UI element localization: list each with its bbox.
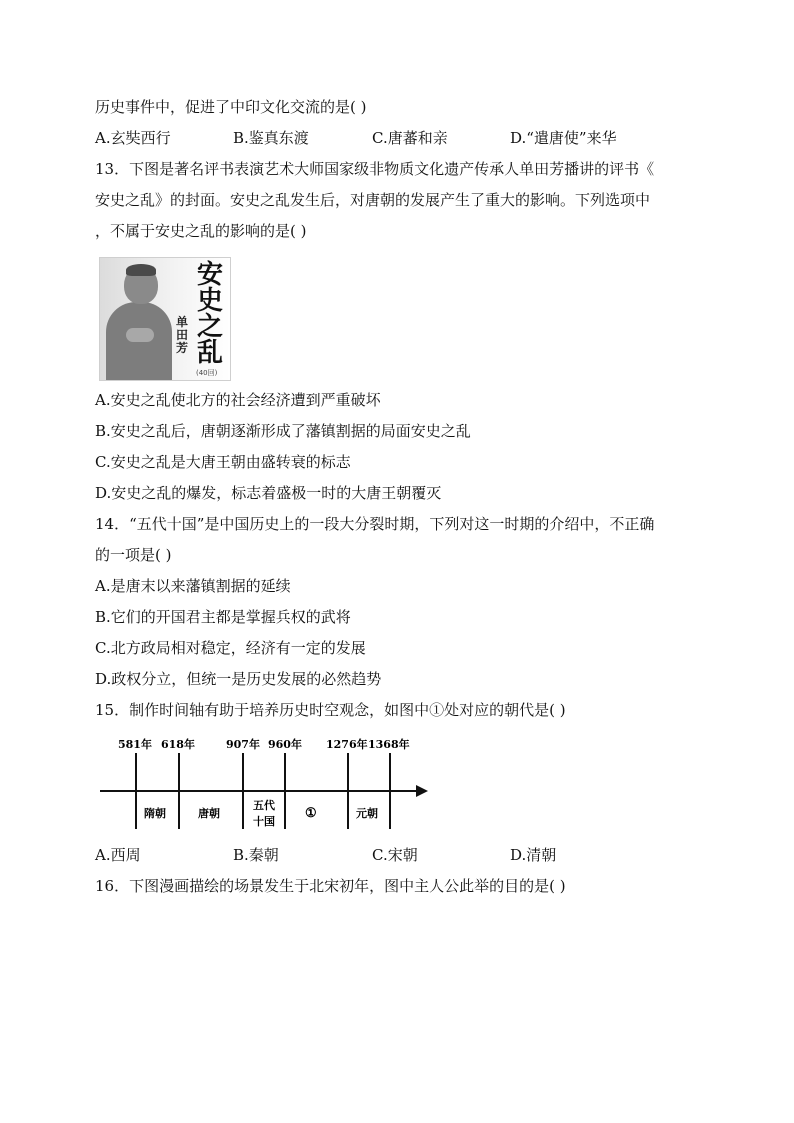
year-label-960: 960年 <box>268 738 302 751</box>
q14-stem-line-2: 的一项是( ) <box>95 546 172 564</box>
q14-option-b[interactable]: B.它们的开国君主都是掌握兵权的武将 <box>95 608 351 626</box>
segment-tang: 唐朝 <box>198 807 220 820</box>
q12-option-d[interactable]: D.“遣唐使”来华 <box>510 129 617 147</box>
q13-stem-line-1: 13．下图是著名评书表演艺术大师国家级非物质文化遗产传承人单田芳播讲的评书《 <box>95 160 655 178</box>
q14-option-a[interactable]: A.是唐末以来藩镇割据的延续 <box>95 577 291 595</box>
year-label-581: 581年 <box>118 738 152 751</box>
q14-stem-line-1: 14．“五代十国”是中国历史上的一段大分裂时期，下列对这一时期的介绍中，不正确 <box>95 515 655 533</box>
cover-title: 安史之乱 <box>196 260 223 368</box>
q13-stem-line-2: 安史之乱》的封面。安史之乱发生后，对唐朝的发展产生了重大的影响。下列选项中 <box>95 191 651 209</box>
q13-stem-line-3: ，不属于安史之乱的影响的是( ) <box>95 222 307 240</box>
q15-options <box>95 845 695 865</box>
q13-option-d[interactable]: D.安史之乱的爆发，标志着盛极一时的大唐王朝覆灭 <box>95 484 442 502</box>
segment-sui: 隋朝 <box>144 807 166 820</box>
segment-shiguo: 十国 <box>253 815 275 828</box>
q14-option-c[interactable]: C.北方政局相对稳定，经济有一定的发展 <box>95 639 366 657</box>
cover-author: 单田芳 <box>175 315 188 355</box>
year-label-907: 907年 <box>226 738 260 751</box>
q15-option-b[interactable]: B.秦朝 <box>233 846 279 864</box>
q15-option-c[interactable]: C.宋朝 <box>372 846 418 864</box>
year-label-1368: 1368年 <box>368 738 410 751</box>
timeline-svg <box>98 733 430 833</box>
q15-option-a[interactable]: A.西周 <box>95 846 141 864</box>
q12-option-b[interactable]: B.鉴真东渡 <box>233 129 309 147</box>
q13-option-a[interactable]: A.安史之乱使北方的社会经济遭到严重破坏 <box>95 391 381 409</box>
q12-option-a[interactable]: A.玄奘西行 <box>95 129 171 147</box>
q15-stem: 15．制作时间轴有助于培养历史时空观念，如图中①处对应的朝代是( ) <box>95 701 566 719</box>
book-cover-image <box>99 257 231 381</box>
q13-option-b[interactable]: B.安史之乱后，唐朝逐渐形成了藩镇割据的局面安史之乱 <box>95 422 471 440</box>
segment-yuan: 元朝 <box>356 807 378 820</box>
q16-stem: 16．下图漫画描绘的场景发生于北宋初年，图中主人公此举的目的是( ) <box>95 877 566 895</box>
timeline-arrow-icon <box>416 785 428 797</box>
q12-options <box>95 128 695 148</box>
year-label-618: 618年 <box>161 738 195 751</box>
year-label-1276: 1276年 <box>326 738 368 751</box>
q14-option-d[interactable]: D.政权分立，但统一是历史发展的必然趋势 <box>95 670 382 688</box>
segment-wudai: 五代 <box>253 799 275 812</box>
q15-option-d[interactable]: D.清朝 <box>510 846 557 864</box>
timeline-figure <box>98 733 430 833</box>
q12-stem: 历史事件中，促进了中印文化交流的是( ) <box>95 98 367 116</box>
segment-blank-1: ① <box>305 806 317 821</box>
q13-option-c[interactable]: C.安史之乱是大唐王朝由盛转衰的标志 <box>95 453 351 471</box>
q12-option-c[interactable]: C.唐蕃和亲 <box>372 129 448 147</box>
cover-episodes: (40回) <box>196 369 218 377</box>
